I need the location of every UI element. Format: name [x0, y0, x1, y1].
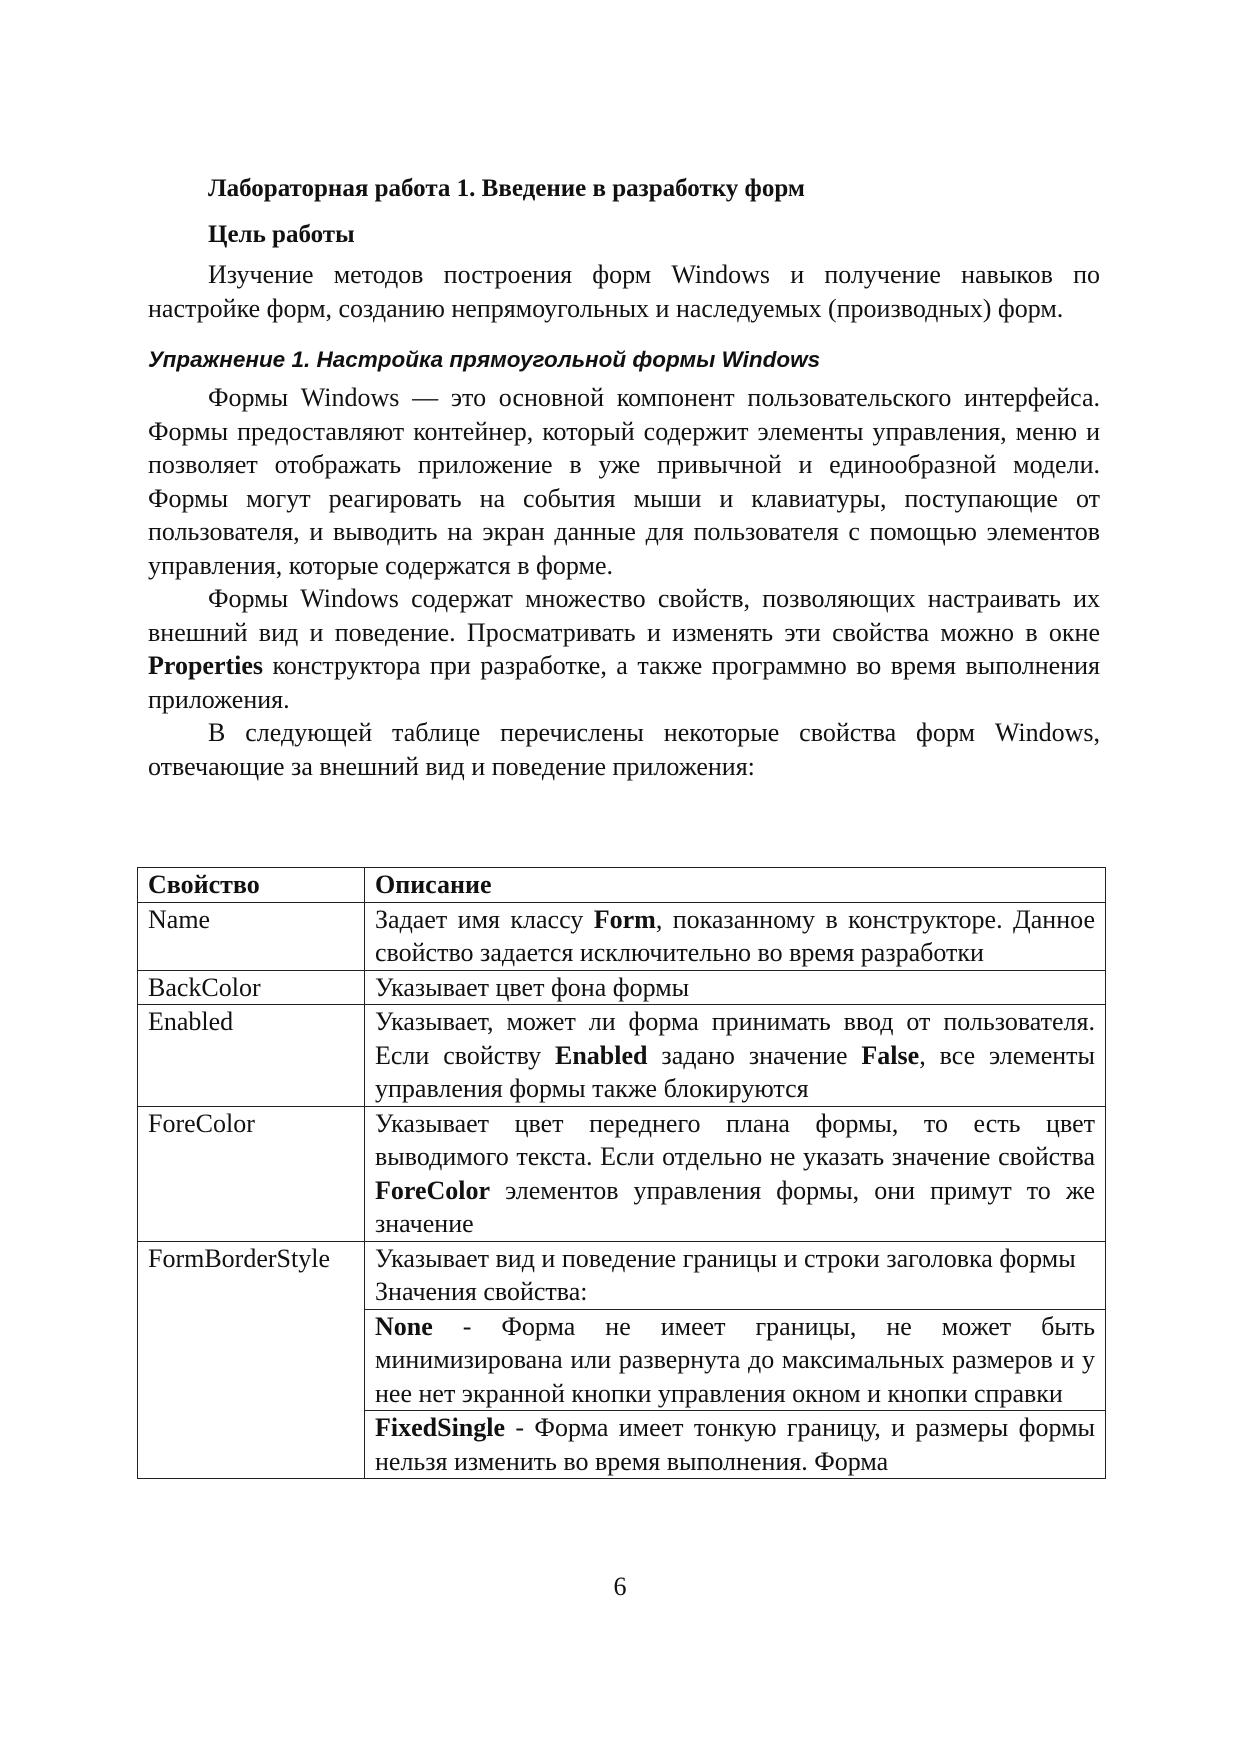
properties-table [137, 867, 1106, 1479]
properties-paragraph [148, 582, 1100, 716]
exercise-title: Упражнение 1. Настройка прямоугольной формы Windows [148, 347, 821, 372]
description-text: - Форма имеет тонкую границу, и размеры формы нельзя изменить во время выполнения. Форма [375, 1413, 1095, 1476]
description-bold: FixedSingle [375, 1413, 506, 1442]
page-number: 6 [613, 1572, 627, 1601]
description-text: , показанному в конструкторе. Данное свойство задается исключительно во время разработки [375, 904, 1095, 967]
table-row [138, 1106, 1106, 1241]
properties-window-name: Properties [148, 651, 264, 680]
properties-paragraph-text-1: Формы Windows содержат множество свойств, позволяющих настраивать их внешний вид и поведение. Просматривать и изменять эти свойства можно в окне [148, 584, 1100, 647]
header-description: Описание [365, 868, 1106, 903]
description-bold: Enabled [555, 1040, 648, 1070]
property-name-cell: BackColor [138, 970, 365, 1005]
header-property: Свойство [138, 868, 365, 903]
description-cell [365, 902, 1106, 970]
description-text: Значения свойства: [375, 1277, 588, 1306]
description-cell [365, 1106, 1106, 1241]
table-row [138, 1241, 1106, 1309]
description-bold: ForeColor [375, 1175, 491, 1205]
table-row [138, 970, 1106, 1005]
description-cell [365, 1241, 1106, 1309]
description-cell [365, 1411, 1106, 1479]
description-text: Указывает, может ли форма принимать ввод от пользователя. Если свойству [375, 1007, 1095, 1070]
description-cell [365, 1005, 1106, 1107]
description-bold: False [861, 1040, 920, 1070]
properties-paragraph-text-2: конструктора при разработке, а также программно во время выполнения приложения. [148, 651, 1100, 714]
description-bold: Form [593, 904, 656, 934]
table-row [138, 902, 1106, 970]
goal-paragraph: Изучение методов построения форм Windows и получение навыков по настройке форм, созданию непрямоугольных и наследуемых (производных) форм. [148, 260, 1100, 323]
property-name-cell: Enabled [138, 1005, 365, 1107]
description-cell [365, 1309, 1106, 1411]
intro-paragraph: Формы Windows — это основной компонент пользовательского интерфейса. Формы предоставляют контейнер, который содержит элементы управления, меню и позволяет отображать приложение в уже привычной и единообразной модели. Формы могут реагировать на события мыши и клавиатуры, поступающие от пользователя, и выводить на экран данные для пользователя с помощью элементов управления, которые содержатся в форме. [148, 383, 1100, 580]
description-text: - Форма не имеет границы, не может быть минимизирована или развернута до максимальных размеров и у нее нет экранной кнопки управления окном и кнопки справки [375, 1311, 1095, 1408]
table-intro-paragraph: В следующей таблице перечислены некоторые свойства форм Windows, отвечающие за внешний вид и поведение приложения: [148, 718, 1100, 781]
table-header-row [138, 868, 1106, 903]
goal-heading: Цель работы [208, 221, 355, 248]
description-text: задано значение [647, 1040, 862, 1070]
description-text: Указывает вид и поведение границы и строки заголовка формы [375, 1243, 1076, 1273]
description-bold: None [375, 1311, 433, 1341]
description-cell: Указывает цвет фона формы [365, 970, 1106, 1005]
property-name-cell: Name [138, 902, 365, 970]
property-name-cell: ForeColor [138, 1106, 365, 1241]
text-body [148, 172, 1100, 783]
table-row [138, 1005, 1106, 1107]
property-name-cell: FormBorderStyle [138, 1241, 365, 1479]
description-text: Указывает цвет переднего плана формы, то есть цвет выводимого текста. Если отдельно не указать значение свойства [375, 1108, 1095, 1171]
description-text: , все элементы управления формы также блокируются [375, 1040, 1095, 1103]
description-text: Задает имя классу [375, 904, 594, 934]
description-text: элементов управления формы, они примут то же значение [375, 1175, 1095, 1238]
lab-heading: Лабораторная работа 1. Введение в разработку форм [208, 175, 805, 202]
